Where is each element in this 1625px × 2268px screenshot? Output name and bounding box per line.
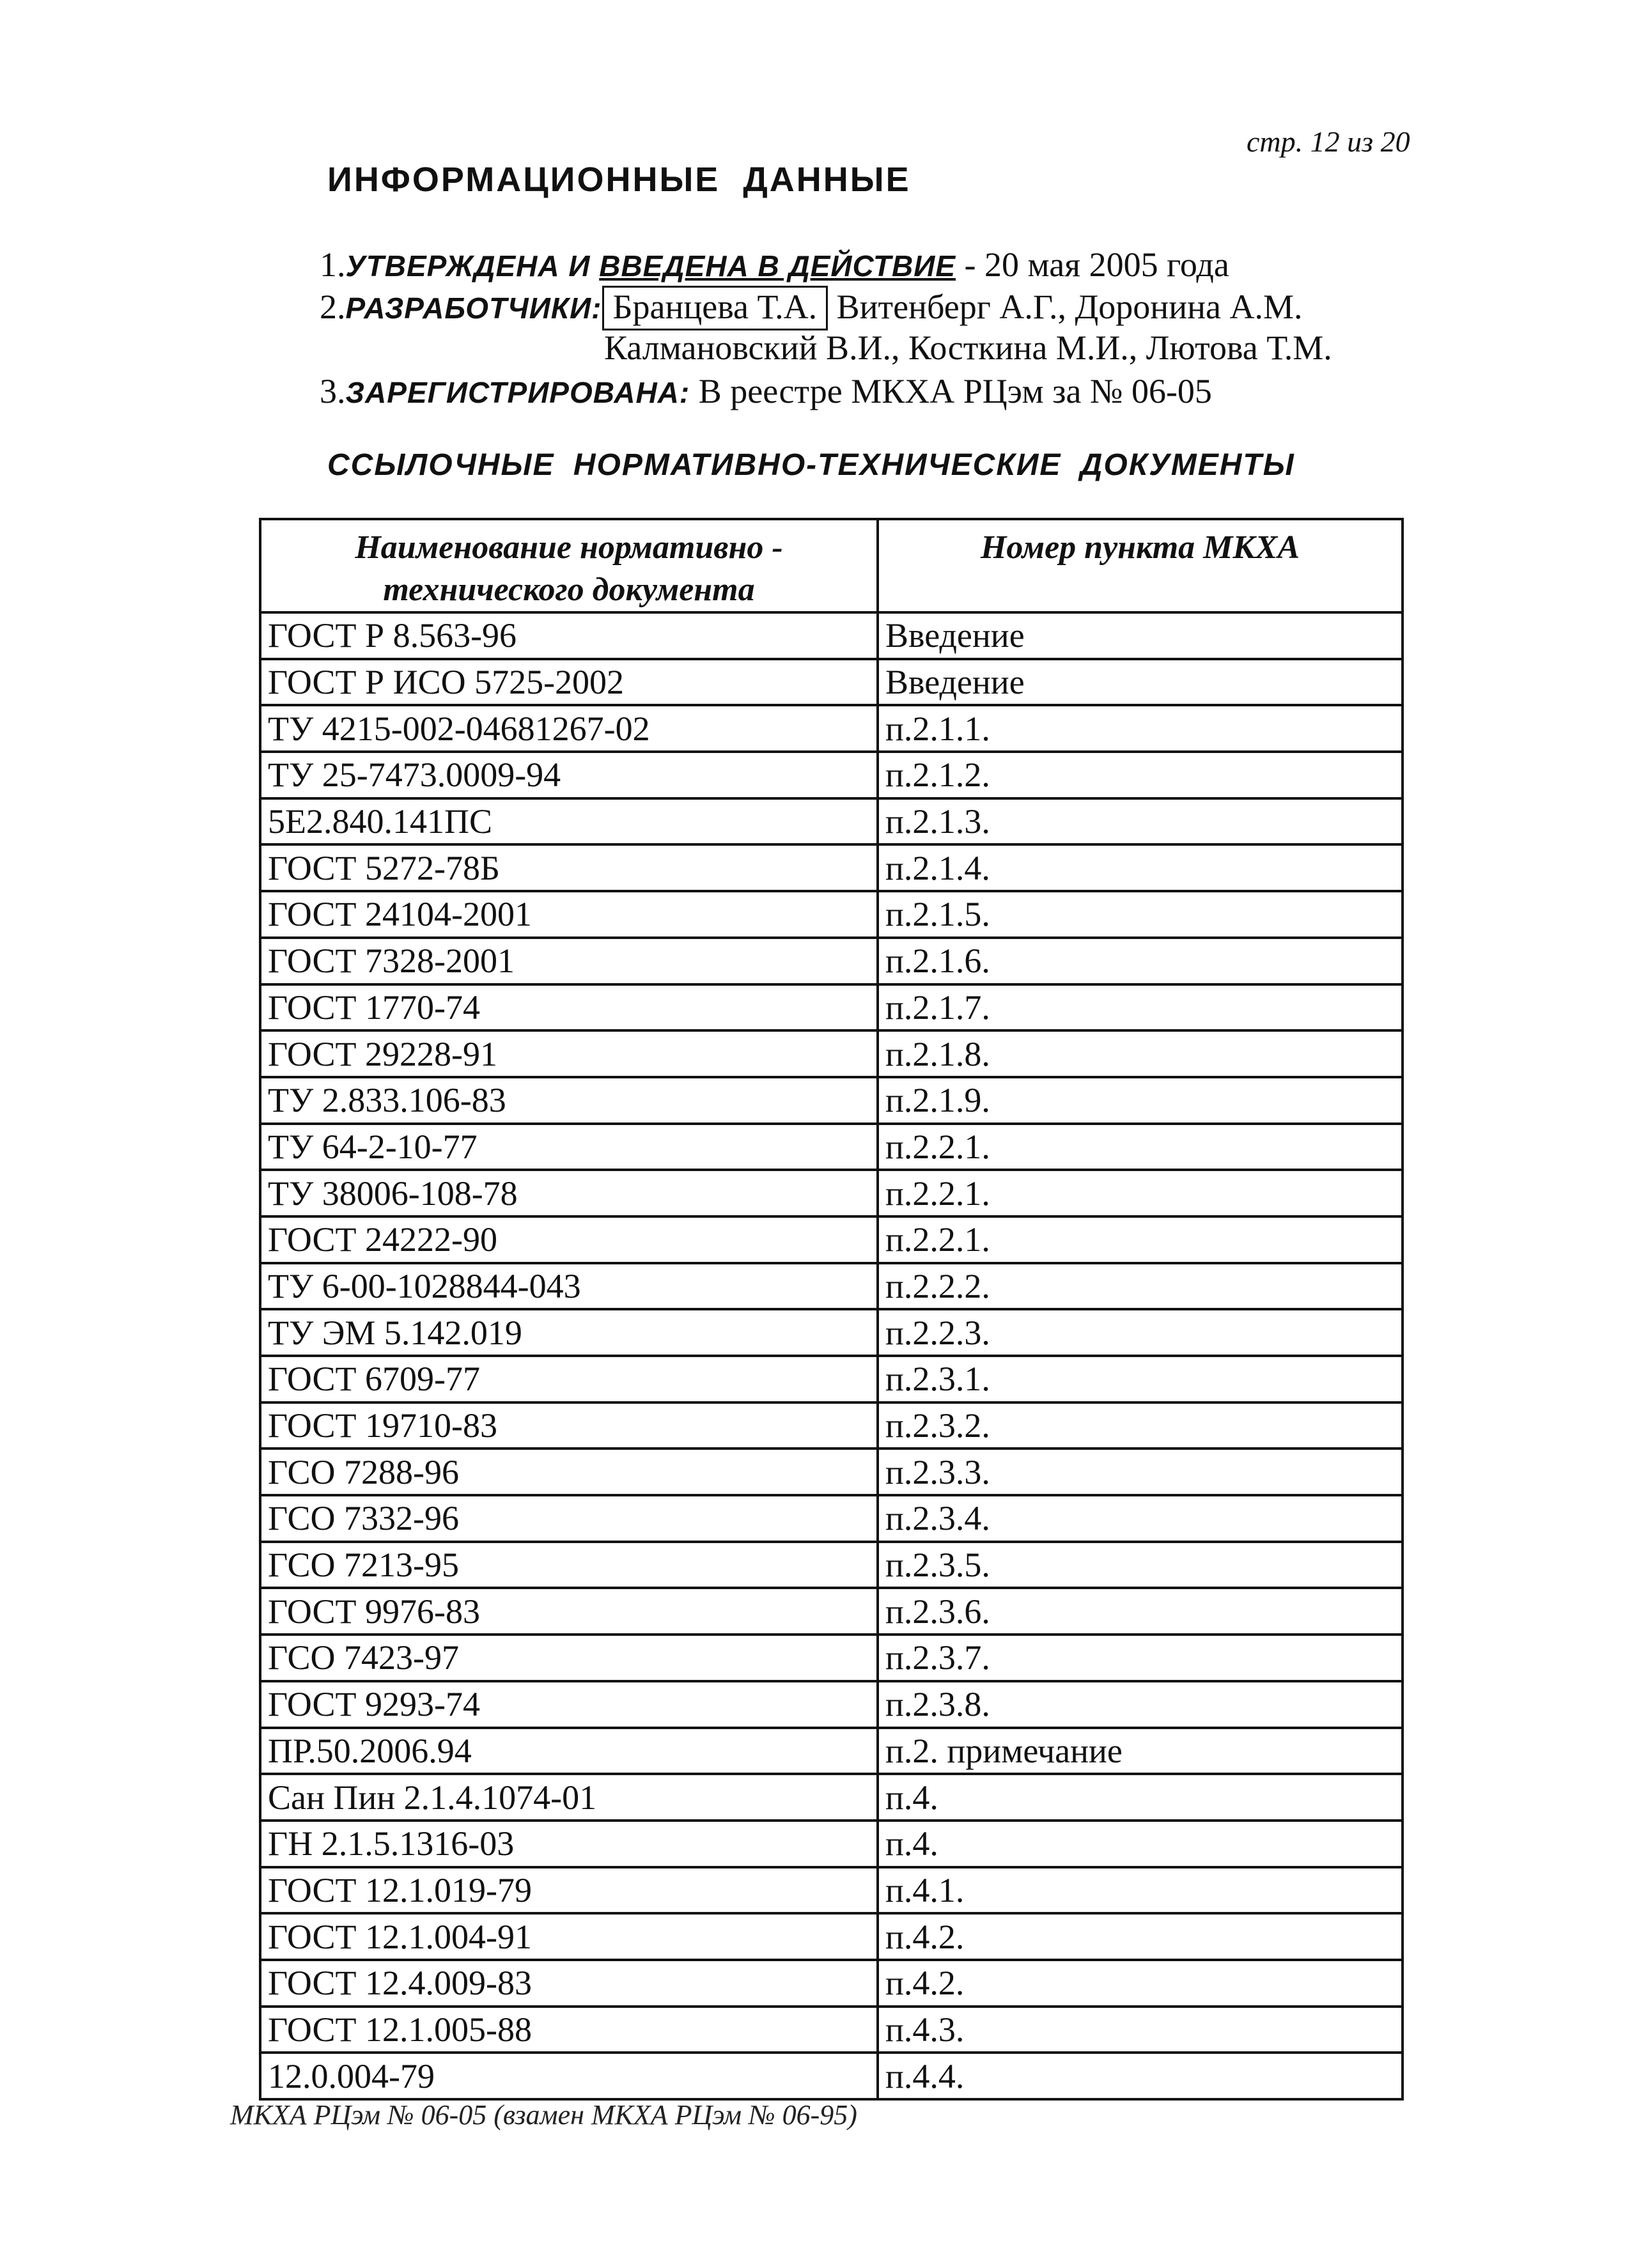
cell-document: ГОСТ 9293-74 [260, 1681, 878, 1728]
table-row [260, 798, 1403, 845]
table-row [260, 1774, 1403, 1821]
header-document-name-line2: технического документа [383, 571, 755, 608]
info-registered [320, 374, 1212, 408]
cell-document: ТУ 38006-108-78 [260, 1170, 878, 1216]
cell-clause: п.2.1.3. [878, 798, 1403, 845]
table-row [260, 1913, 1403, 1960]
cell-document: ГОСТ 29228-91 [260, 1030, 878, 1077]
cell-document: Сан Пин 2.1.4.1074-01 [260, 1774, 878, 1821]
info-registered-num: 3. [320, 372, 346, 410]
cell-clause: п.4.3. [878, 2007, 1403, 2053]
table-row [260, 705, 1403, 752]
cell-clause: п.2.3.4. [878, 1495, 1403, 1542]
cell-clause: п.2.3.6. [878, 1588, 1403, 1635]
cell-clause: п.2. примечание [878, 1728, 1403, 1775]
cell-clause: п.4.2. [878, 1913, 1403, 1960]
table-row [260, 891, 1403, 938]
info-approved-num: 1. [320, 245, 346, 284]
cell-document: ГН 2.1.5.1316-03 [260, 1821, 878, 1867]
info-developers [320, 290, 1302, 324]
table-row [260, 2007, 1403, 2053]
cell-document: ГСО 7332-96 [260, 1495, 878, 1542]
cell-document: 5Е2.840.141ПС [260, 798, 878, 845]
table-row [260, 938, 1403, 984]
table-row [260, 1728, 1403, 1775]
header-clause-number [878, 519, 1403, 612]
cell-document: ТУ 64-2-10-77 [260, 1124, 878, 1170]
info-approved-date: - 20 мая 2005 года [956, 245, 1229, 284]
table-row [260, 659, 1403, 706]
page-title: ИНФОРМАЦИОННЫЕ ДАННЫЕ [327, 160, 911, 199]
page-number: стр. 12 из 20 [1247, 125, 1410, 158]
cell-clause: Введение [878, 659, 1403, 706]
cell-clause: п.2.1.2. [878, 752, 1403, 798]
cell-clause: п.2.2.2. [878, 1263, 1403, 1310]
cell-document: ГОСТ 24222-90 [260, 1216, 878, 1263]
info-developers-names-line2: Калмановский В.И., Косткина М.И., Лютова Т.М. [604, 329, 1332, 367]
info-developers-names-line1: Витенберг А.Г., Доронина А.М. [836, 288, 1303, 326]
cell-document: ТУ 2.833.106-83 [260, 1077, 878, 1124]
section-title: ССЫЛОЧНЫЕ НОРМАТИВНО-ТЕХНИЧЕСКИЕ ДОКУМЕНТЫ [327, 448, 1295, 482]
table-row [260, 844, 1403, 891]
cell-document: ТУ 25-7473.0009-94 [260, 752, 878, 798]
info-approved-label-a: УТВЕРЖДЕНА И [345, 249, 600, 283]
cell-clause: п.2.3.7. [878, 1635, 1403, 1681]
table-row [260, 1030, 1403, 1077]
cell-clause: п.2.3.1. [878, 1356, 1403, 1402]
table-row [260, 1402, 1403, 1449]
cell-clause: п.4.2. [878, 1960, 1403, 2007]
header-clause-number-text: Номер пункта МКХА [980, 529, 1300, 566]
table-row [260, 1124, 1403, 1170]
table-row [260, 1960, 1403, 2007]
table-row [260, 1681, 1403, 1728]
cell-clause: п.2.3.2. [878, 1402, 1403, 1449]
cell-clause: п.2.1.5. [878, 891, 1403, 938]
table-row [260, 1588, 1403, 1635]
table-row [260, 1263, 1403, 1310]
cell-clause: п.4. [878, 1821, 1403, 1867]
cell-clause: п.4. [878, 1774, 1403, 1821]
info-registered-label: ЗАРЕГИСТРИРОВАНА: [345, 376, 690, 409]
info-approved-label-b: ВВЕДЕНА В ДЕЙСТВИЕ [599, 249, 956, 283]
cell-document: ГОСТ 19710-83 [260, 1402, 878, 1449]
cell-clause: п.2.1.4. [878, 844, 1403, 891]
table-row [260, 2053, 1403, 2099]
table-row [260, 984, 1403, 1031]
cell-document: ГОСТ 12.1.005-88 [260, 2007, 878, 2053]
cell-document: ТУ 6-00-1028844-043 [260, 1263, 878, 1310]
cell-clause: п.2.3.3. [878, 1449, 1403, 1495]
cell-clause: п.4.4. [878, 2053, 1403, 2099]
header-document-name-line1: Наименование нормативно - [355, 529, 783, 566]
cell-document: ГОСТ 12.1.004-91 [260, 1913, 878, 1960]
info-registered-value: В реестре МКХА РЦэм за № 06-05 [698, 372, 1212, 410]
info-developers-label: РАЗРАБОТЧИКИ: [345, 291, 602, 325]
info-approved [320, 247, 1229, 282]
info-developers-num: 2. [320, 288, 346, 326]
header-document-name [260, 519, 878, 612]
cell-document: ГОСТ 6709-77 [260, 1356, 878, 1402]
cell-clause: п.2.1.9. [878, 1077, 1403, 1124]
table-row [260, 1216, 1403, 1263]
table-row [260, 1077, 1403, 1124]
table-row [260, 1821, 1403, 1867]
cell-clause: п.2.1.1. [878, 705, 1403, 752]
cell-clause: п.2.2.3. [878, 1309, 1403, 1356]
cell-clause: п.2.1.7. [878, 984, 1403, 1031]
cell-document: ГОСТ 5272-78Б [260, 844, 878, 891]
cell-document: ТУ 4215-002-04681267-02 [260, 705, 878, 752]
info-approved-label [346, 249, 956, 283]
cell-document: ГОСТ 24104-2001 [260, 891, 878, 938]
cell-document: ТУ ЭМ 5.142.019 [260, 1309, 878, 1356]
cell-document: ПР.50.2006.94 [260, 1728, 878, 1775]
cell-document: ГОСТ 1770-74 [260, 984, 878, 1031]
cell-clause: п.2.3.8. [878, 1681, 1403, 1728]
cell-document: ГОСТ 9976-83 [260, 1588, 878, 1635]
table-row [260, 1449, 1403, 1495]
cell-clause: п.2.1.8. [878, 1030, 1403, 1077]
cell-document: ГОСТ 12.4.009-83 [260, 1960, 878, 2007]
cell-clause: п.2.1.6. [878, 938, 1403, 984]
table-row [260, 1542, 1403, 1588]
cell-clause: п.2.2.1. [878, 1124, 1403, 1170]
cell-document: ГОСТ Р 8.563-96 [260, 612, 878, 659]
table-row [260, 1635, 1403, 1681]
cell-clause: п.2.3.5. [878, 1542, 1403, 1588]
table-row [260, 612, 1403, 659]
cell-clause: п.4.1. [878, 1867, 1403, 1914]
table-row [260, 1495, 1403, 1542]
cell-document: ГСО 7288-96 [260, 1449, 878, 1495]
cell-document: ГСО 7423-97 [260, 1635, 878, 1681]
cell-document: 12.0.004-79 [260, 2053, 878, 2099]
table-header-row [260, 519, 1403, 612]
cell-clause: п.2.2.1. [878, 1170, 1403, 1216]
info-developers-boxed-name: Бранцева Т.А. [602, 286, 828, 330]
table-row [260, 1170, 1403, 1216]
footer: МКХА РЦэм № 06-05 (взамен МКХА РЦэм № 06-95) [230, 2099, 857, 2131]
cell-clause: п.2.2.1. [878, 1216, 1403, 1263]
table-row [260, 1867, 1403, 1914]
table-row [260, 1356, 1403, 1402]
cell-document: ГОСТ Р ИСО 5725-2002 [260, 659, 878, 706]
cell-clause: Введение [878, 612, 1403, 659]
cell-document: ГСО 7213-95 [260, 1542, 878, 1588]
table-body [260, 612, 1403, 2099]
cell-document: ГОСТ 7328-2001 [260, 938, 878, 984]
table-row [260, 752, 1403, 798]
reference-documents-table [259, 518, 1404, 2101]
table-row [260, 1309, 1403, 1356]
cell-document: ГОСТ 12.1.019-79 [260, 1867, 878, 1914]
